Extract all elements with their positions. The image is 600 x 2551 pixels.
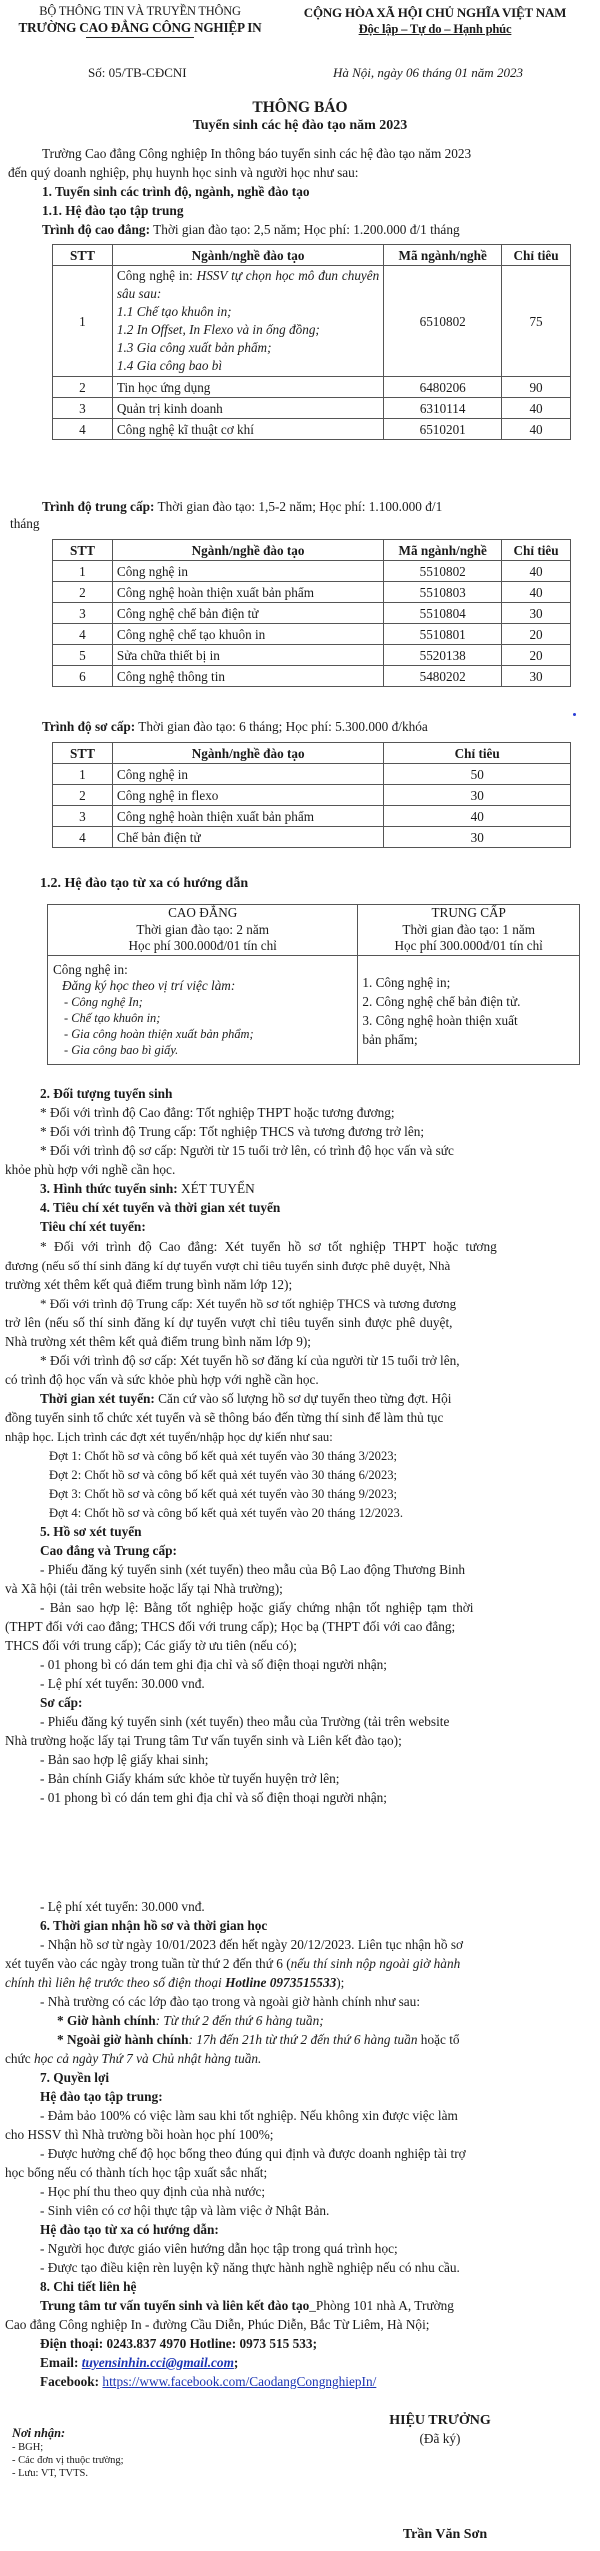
col-quota: Chỉ tiêu: [502, 245, 571, 266]
table-header-row: [53, 245, 571, 266]
cao-dang-header-cell: CAO ĐẲNG Thời gian đào tạo: 2 năm Học phí 300.000đ/01 tín chỉ: [48, 905, 358, 956]
cell-quota: 30: [384, 827, 571, 848]
distance-programs-row: [48, 955, 580, 1064]
section-3-admission-form: 3. Hình thức tuyển sinh: XÉT TUYỂN: [40, 1181, 255, 1196]
selection-time: Thời gian xét tuyển: Căn cứ vào số lượng hồ sơ dự tuyển theo từng đợt. Hội: [40, 1391, 452, 1406]
cell-stt: 3: [53, 806, 113, 827]
benefit-line: cho HSSV thì Nhà trường bồi hoàn học phí 100%;: [5, 2127, 274, 2142]
cell-program: Công nghệ in: [112, 561, 383, 582]
section-2-line: * Đối với trình độ Trung cấp: Tốt nghiệp THCS và tương đương trở lên;: [40, 1124, 425, 1139]
docs-line: - Lệ phí xét tuyển: 30.000 vnđ.: [40, 1899, 205, 1914]
docs-line: - Bản sao hợp lệ: Bằng tốt nghiệp hoặc giấy chứng nhận tốt nghiệp tạm thời: [40, 1600, 474, 1615]
cd-tc-docs-label: Cao đẳng và Trung cấp:: [40, 1543, 177, 1558]
cell-code: 6310114: [384, 398, 502, 419]
cell-quota: 40: [502, 582, 571, 603]
section-2-heading: 2. Đối tượng tuyển sinh: [40, 1086, 173, 1101]
section-1-1-heading: 1.1. Hệ đào tạo tập trung: [42, 203, 184, 218]
section-1-heading: 1. Tuyển sinh các trình độ, ngành, nghề đào tạo: [42, 184, 310, 199]
recipients-block: [12, 2425, 124, 2480]
criteria-line: đương (nếu số thí sinh đăng kí dự tuyển vượt chỉ tiêu tuyển sinh được phê duyệt, Nhà: [5, 1258, 451, 1273]
criteria-line: trường xét thêm kết quả điểm trung bình năm lớp 12);: [5, 1277, 293, 1292]
col-quota: Chỉ tiêu: [384, 743, 571, 764]
cell-code: 6510802: [384, 266, 502, 377]
cell-program: Công nghệ in: [112, 764, 383, 785]
section-5-heading: 5. Hồ sơ xét tuyển: [40, 1524, 142, 1539]
nation-block: [270, 4, 600, 38]
after-hours: * Ngoài giờ hành chính: 17h đến 21h từ thứ 2 đến thứ 6 hàng tuần hoặc tổ: [57, 2032, 460, 2047]
cell-quota: 40: [502, 398, 571, 419]
cell-code: 5510801: [384, 624, 502, 645]
table-header-row: [53, 540, 571, 561]
cell-code: 6510201: [384, 419, 502, 440]
contact-phone: Điện thoại: 0243.837 4970 Hotline: 0973 515 533;: [40, 2336, 318, 2351]
contact-email: Email: tuyensinhin.cci@gmail.com;: [40, 2355, 239, 2370]
place-date: Hà Nội, ngày 06 tháng 01 năm 2023: [333, 65, 523, 80]
trung-cap-info: Trình độ trung cấp: Thời gian đào tạo: 1,5-2 năm; Học phí: 1.100.000 đ/1: [42, 499, 443, 514]
issuer-block: [6, 4, 274, 36]
so-cap-table: [52, 742, 571, 848]
nation-name: CỘNG HÒA XÃ HỘI CHỦ NGHĨA VIỆT NAM: [303, 5, 567, 20]
col-quota: Chỉ tiêu: [502, 540, 571, 561]
signed-note: (Đã ký): [419, 2431, 461, 2446]
selection-time-line: đồng tuyển sinh tổ chức xét tuyển và sẽ thông báo đến từng thí sinh để làm thủ tục: [5, 1410, 444, 1425]
recipient-item: - Các đơn vị thuộc trường;: [12, 2455, 124, 2466]
section-8-heading: 8. Chi tiết liên hệ: [40, 2279, 137, 2294]
docs-line: Nhà trường hoặc lấy tại Trung tâm Tư vấn tuyển sinh và Liên kết đào tạo);: [5, 1733, 402, 1748]
col-code: Mã ngành/nghề: [384, 540, 502, 561]
col-program: Ngành/nghề đào tạo: [112, 743, 383, 764]
so-cap-docs-label: Sơ cấp:: [40, 1695, 83, 1710]
module-option: 1.4 Gia công bao bì: [116, 358, 223, 373]
cell-quota: 20: [502, 645, 571, 666]
table-row: [53, 266, 571, 377]
recipients-label: Nơi nhận:: [12, 2426, 66, 2440]
criteria-line: * Đối với trình độ Cao đẳng: Xét tuyển hồ sơ tốt nghiệp THPT hoặc tương: [40, 1239, 497, 1254]
table-row: [53, 785, 571, 806]
table-row: [53, 419, 571, 440]
contact-facebook: Facebook: https://www.facebook.com/CaodangCongnghiepIn/: [40, 2374, 377, 2389]
cell-quota: 40: [384, 806, 571, 827]
table-header-row: [53, 743, 571, 764]
docs-line: - 01 phong bì có dán tem ghi địa chỉ và số điện thoại người nhận;: [40, 1657, 387, 1672]
module-option: 1.3 Gia công xuất bản phẩm;: [116, 340, 272, 355]
col-stt: STT: [53, 743, 113, 764]
section-7-heading: 7. Quyền lợi: [40, 2070, 110, 2085]
table-row: [53, 561, 571, 582]
cell-program: Sửa chữa thiết bị in: [112, 645, 383, 666]
cell-quota: 40: [502, 561, 571, 582]
cell-quota: 40: [502, 419, 571, 440]
criteria-line: * Đối với trình độ Trung cấp: Xét tuyển hồ sơ tốt nghiệp THCS và tương đương: [40, 1296, 457, 1311]
table-row: [53, 398, 571, 419]
cell-code: 5510804: [384, 603, 502, 624]
nation-motto: Độc lập – Tự do – Hạnh phúc: [358, 22, 512, 36]
table-row: [53, 806, 571, 827]
intro-line-2: đến quý doanh nghiệp, phụ huynh học sinh và người học như sau:: [8, 165, 359, 180]
cell-program: Tin học ứng dụng: [112, 377, 383, 398]
cao-dang-programs-cell: Công nghệ in: Đăng ký học theo vị trí việc làm: - Công nghệ In; - Chế tạo khuôn in; - Gia công hoàn thiện xuất bản phẩm; - Gia công bao bì giấy.: [48, 955, 358, 1064]
cell-stt: 2: [53, 377, 113, 398]
cell-quota: 30: [502, 666, 571, 687]
benefit-line: - Được tạo điều kiện rèn luyện kỹ năng thực hành nghề nghiệp nếu có nhu cầu.: [40, 2260, 460, 2275]
cell-quota: 90: [502, 377, 571, 398]
cell-stt: 1: [53, 266, 113, 377]
cell-program: Công nghệ in flexo: [112, 785, 383, 806]
signature-block: [360, 2412, 520, 2448]
distance-benefits-label: Hệ đào tạo từ xa có hướng dẫn:: [40, 2222, 219, 2237]
cell-stt: 3: [53, 398, 113, 419]
table-row: [53, 764, 571, 785]
docs-line: THCS đối với trung cấp); Các giấy tờ ưu tiên (nếu có);: [5, 1638, 297, 1653]
criteria-line: trở lên (nếu số thí sinh đăng kí dự tuyển vượt chỉ tiêu tuyển sinh được phê duyệt,: [5, 1315, 453, 1330]
cell-code: 5480202: [384, 666, 502, 687]
table-row: [53, 377, 571, 398]
cell-program: Công nghệ in: HSSV tự chọn học mô đun chuyên sâu sau: 1.1 Chế tạo khuôn in; 1.2 In Offset, In Flexo và in ống đồng; 1.3 Gia công xuất bản phẩm; 1.4 Gia công bao bì: [112, 266, 383, 377]
table-row: [53, 645, 571, 666]
docs-line: - 01 phong bì có dán tem ghi địa chỉ và số điện thoại người nhận;: [40, 1790, 387, 1805]
criteria-line: * Đối với trình độ sơ cấp: Xét tuyển hồ sơ đăng kí của người từ 15 tuổi trở lên,: [40, 1353, 460, 1368]
selection-round: Đợt 3: Chốt hồ sơ và công bố kết quả xét tuyển vào 30 tháng 9/2023;: [49, 1487, 398, 1501]
criteria-line: Nhà trường xét thêm kết quả điểm trung bình năm lớp 9);: [5, 1334, 311, 1349]
criteria-label: Tiêu chí xét tuyển:: [40, 1219, 146, 1234]
cao-dang-table: [52, 244, 571, 440]
cell-stt: 4: [53, 419, 113, 440]
recipient-item: - BGH;: [12, 2442, 44, 2453]
benefit-line: - Học phí thu theo quy định của nhà nước;: [40, 2184, 266, 2199]
cell-stt: 2: [53, 785, 113, 806]
cell-stt: 1: [53, 561, 113, 582]
benefit-line: - Sinh viên có cơ hội thực tập và làm việc ở Nhật Bản.: [40, 2203, 330, 2218]
docs-line: - Phiếu đăng ký tuyển sinh (xét tuyển) theo mẫu của Trường (tải trên website: [40, 1714, 450, 1729]
receive-hotline: chính thì liên hệ trước theo số điện thoại Hotline 0973515533);: [5, 1975, 345, 1990]
contact-address: Cao đẳng Công nghiệp In - đường Cầu Diễn, Phúc Diễn, Bắc Từ Liêm, Hà Nội;: [5, 2317, 430, 2332]
after-hours-cont: chức học cả ngày Thứ 7 và Chủ nhật hàng tuần.: [5, 2051, 262, 2066]
trung-cap-info-cont: tháng: [10, 516, 40, 531]
so-cap-info: Trình độ sơ cấp: Thời gian đào tạo: 6 tháng; Học phí: 5.300.000 đ/khóa: [42, 719, 428, 734]
selection-round: Đợt 1: Chốt hồ sơ và công bố kết quả xét tuyển vào 30 tháng 3/2023;: [49, 1449, 398, 1463]
col-program: Ngành/nghề đào tạo: [112, 245, 383, 266]
document-number: Số: 05/TB-CĐCNI: [88, 65, 187, 80]
module-option: 1.1 Chế tạo khuôn in;: [116, 304, 232, 319]
cell-code: 5520138: [384, 645, 502, 666]
class-schedule-intro: - Nhà trường có các lớp đào tạo trong và ngoài giờ hành chính như sau:: [40, 1994, 421, 2009]
criteria-line: có trình độ học vấn và sức khỏe phù hợp với nghề cần học.: [5, 1372, 319, 1387]
cell-quota: 50: [384, 764, 571, 785]
selection-round: Đợt 2: Chốt hồ sơ và công bố kết quả xét tuyển vào 30 tháng 6/2023;: [49, 1468, 398, 1482]
distance-header-row: [48, 905, 580, 956]
benefit-line: - Được hưởng chế độ học bổng theo đúng qui định và được doanh nghiệp tài trợ: [40, 2146, 466, 2161]
docs-line: - Bản chính Giấy khám sức khỏe từ tuyến huyện trở lên;: [40, 1771, 340, 1786]
benefit-line: - Người học được giáo viên hướng dẫn học tập trong quá trình học;: [40, 2241, 398, 2256]
cell-program: Quản trị kinh doanh: [112, 398, 383, 419]
selection-time-line: nhập học. Lịch trình các đợt xét tuyển/nhập học dự kiến như sau:: [5, 1430, 333, 1444]
cell-program: Công nghệ chế tạo khuôn in: [112, 624, 383, 645]
section-2-line: * Đối với trình độ sơ cấp: Người từ 15 tuổi trở lên, có trình độ học vấn và sức: [40, 1143, 454, 1158]
table-row: [53, 582, 571, 603]
document-header: [0, 4, 600, 44]
cell-program: Công nghệ chế bản điện tử: [112, 603, 383, 624]
school-underline: [86, 37, 194, 38]
trung-cap-header-cell: TRUNG CẤP Thời gian đào tạo: 1 năm Học phí 300.000đ/01 tín chỉ: [358, 905, 580, 956]
cell-program: Công nghệ kĩ thuật cơ khí: [112, 419, 383, 440]
intro-line-1: Trường Cao đẳng Công nghiệp In thông báo tuyển sinh các hệ đào tạo năm 2023: [42, 146, 472, 161]
cell-stt: 6: [53, 666, 113, 687]
docs-line: - Lệ phí xét tuyển: 30.000 vnđ.: [40, 1676, 205, 1691]
ministry-name: BỘ THÔNG TIN VÀ TRUYỀN THÔNG: [39, 4, 241, 18]
table-row: [53, 603, 571, 624]
contact-center: Trung tâm tư vấn tuyển sinh và liên kết đào tạo_Phòng 101 nhà A, Trường: [40, 2298, 454, 2313]
table-row: [53, 624, 571, 645]
cell-stt: 4: [53, 624, 113, 645]
section-2-line: * Đối với trình độ Cao đẳng: Tốt nghiệp THPT hoặc tương đương;: [40, 1105, 395, 1120]
cell-stt: 4: [53, 827, 113, 848]
office-hours: * Giờ hành chính: Từ thứ 2 đến thứ 6 hàng tuần;: [57, 2013, 324, 2028]
cell-stt: 2: [53, 582, 113, 603]
document-title: THÔNG BÁO: [252, 99, 348, 116]
docs-line: - Bản sao hợp lệ giấy khai sinh;: [40, 1752, 209, 1767]
email-link[interactable]: tuyensinhin.cci@gmail.com: [81, 2355, 234, 2370]
receive-period: - Nhận hồ sơ từ ngày 10/01/2023 đến hết ngày 20/12/2023. Liên tục nhận hồ sơ: [40, 1937, 464, 1952]
section-1-2-heading: 1.2. Hệ đào tạo từ xa có hướng dẫn: [40, 876, 249, 891]
table-row: [53, 666, 571, 687]
section-2-line: khỏe phù hợp với nghề cần học.: [5, 1162, 176, 1177]
cell-program: Công nghệ hoàn thiện xuất bản phẩm: [112, 582, 383, 603]
selection-round: Đợt 4: Chốt hồ sơ và công bố kết quả xét tuyển vào 20 tháng 12/2023.: [49, 1506, 404, 1520]
trung-cap-table: [52, 539, 571, 687]
docs-line: - Phiếu đăng ký tuyển sinh (xét tuyển) theo mẫu của Bộ Lao động Thương Binh: [40, 1562, 466, 1577]
col-code: Mã ngành/nghề: [384, 245, 502, 266]
cell-code: 5510803: [384, 582, 502, 603]
col-stt: STT: [53, 245, 113, 266]
cell-quota: 20: [502, 624, 571, 645]
section-4-heading: 4. Tiêu chí xét tuyển và thời gian xét tuyển: [40, 1200, 281, 1215]
document-subtitle: Tuyển sinh các hệ đào tạo năm 2023: [192, 118, 408, 133]
cell-quota: 75: [502, 266, 571, 377]
recipient-item: - Lưu: VT, TVTS.: [12, 2468, 88, 2479]
table-row: [53, 827, 571, 848]
cell-stt: 1: [53, 764, 113, 785]
cell-stt: 3: [53, 603, 113, 624]
docs-line: và Xã hội (tải trên website hoặc lấy tại Nhà trường);: [5, 1581, 283, 1596]
full-time-benefits-label: Hệ đào tạo tập trung:: [40, 2089, 163, 2104]
facebook-link[interactable]: https://www.facebook.com/CaodangCongnghiepIn/: [102, 2374, 377, 2389]
cell-program: Chế bản điện tử: [112, 827, 383, 848]
cell-stt: 5: [53, 645, 113, 666]
school-name: TRƯỜNG CAO ĐẲNG CÔNG NGHIỆP IN: [18, 20, 262, 35]
signer-title: HIỆU TRƯỞNG: [389, 2413, 491, 2428]
col-program: Ngành/nghề đào tạo: [112, 540, 383, 561]
trung-cap-programs-cell: 1. Công nghệ in; 2. Công nghệ chế bản điện tử. 3. Công nghệ hoàn thiện xuất bản phẩm;: [358, 955, 580, 1064]
module-option: 1.2 In Offset, In Flexo và in ống đồng;: [116, 322, 320, 337]
cell-program: Công nghệ thông tin: [112, 666, 383, 687]
stray-dot-mark: [573, 713, 576, 716]
cell-program: Công nghệ hoàn thiện xuất bản phẩm: [112, 806, 383, 827]
benefit-line: học bổng nếu có thành tích học tập xuất sắc nhất;: [5, 2165, 268, 2180]
cell-quota: 30: [384, 785, 571, 806]
cell-quota: 30: [502, 603, 571, 624]
signer-name: Trần Văn Sơn: [402, 2527, 488, 2542]
col-stt: STT: [53, 540, 113, 561]
cell-code: 5510802: [384, 561, 502, 582]
cao-dang-info: Trình độ cao đẳng: Thời gian đào tạo: 2,5 năm; Học phí: 1.200.000 đ/1 tháng: [42, 222, 460, 237]
cell-code: 6480206: [384, 377, 502, 398]
docs-line: (THPT đối với cao đẳng; THCS đối với trung cấp); Học bạ (THPT đối với cao đẳng;: [5, 1619, 456, 1634]
section-6-heading: 6. Thời gian nhận hồ sơ và thời gian học: [40, 1918, 268, 1933]
distance-learning-table: [47, 904, 580, 1065]
benefit-line: - Đảm bảo 100% có việc làm sau khi tốt nghiệp. Nếu không xin được việc làm: [40, 2108, 458, 2123]
receive-days: xét tuyển vào các ngày trong tuần từ thứ 2 đến thứ 6 (nếu thí sinh nộp ngoài giờ hành: [5, 1956, 461, 1971]
